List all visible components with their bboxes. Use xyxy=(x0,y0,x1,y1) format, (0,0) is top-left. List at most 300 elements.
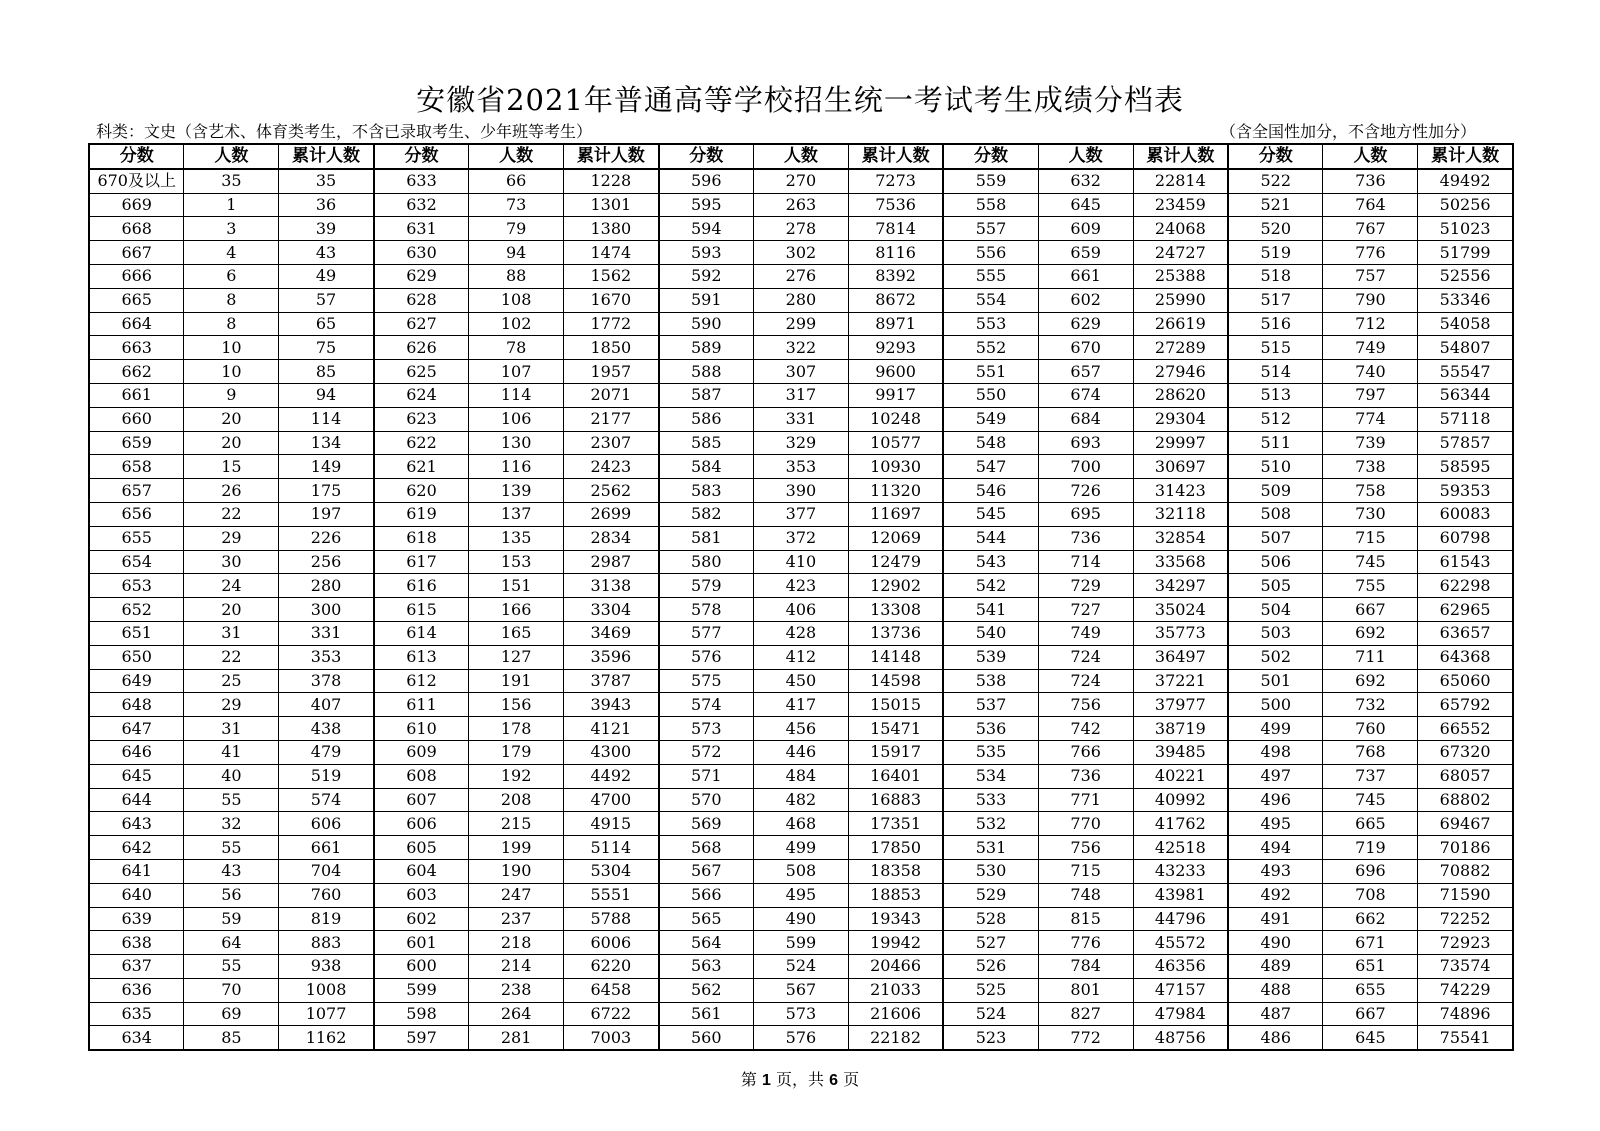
count-cell: 629 xyxy=(1038,312,1133,336)
cumulative-count-cell: 56344 xyxy=(1418,383,1513,407)
cumulative-count-cell: 55547 xyxy=(1418,360,1513,384)
score-cell: 619 xyxy=(374,502,469,526)
cumulative-count-cell: 62965 xyxy=(1418,598,1513,622)
cumulative-count-cell: 175 xyxy=(279,479,374,503)
cumulative-count-cell: 2071 xyxy=(564,383,659,407)
score-cell: 669 xyxy=(89,193,184,217)
cumulative-count-cell: 35024 xyxy=(1133,598,1228,622)
score-cell: 556 xyxy=(943,241,1038,265)
cumulative-count-cell: 43 xyxy=(279,241,374,265)
count-cell: 20 xyxy=(184,598,279,622)
table-row xyxy=(89,717,1513,741)
score-cell: 607 xyxy=(374,788,469,812)
cumulative-count-cell: 14598 xyxy=(848,669,943,693)
cumulative-count-cell: 26619 xyxy=(1133,312,1228,336)
cumulative-count-cell: 30697 xyxy=(1133,455,1228,479)
cumulative-count-cell: 1228 xyxy=(564,169,659,193)
count-cell: 15 xyxy=(184,455,279,479)
score-cell: 512 xyxy=(1228,407,1323,431)
count-cell: 695 xyxy=(1038,502,1133,526)
count-cell: 299 xyxy=(753,312,848,336)
cumulative-count-cell: 61543 xyxy=(1418,550,1513,574)
score-cell: 539 xyxy=(943,645,1038,669)
cumulative-count-cell: 67320 xyxy=(1418,740,1513,764)
score-cell: 575 xyxy=(659,669,754,693)
score-cell: 580 xyxy=(659,550,754,574)
score-cell: 628 xyxy=(374,288,469,312)
cumulative-count-cell: 75 xyxy=(279,336,374,360)
count-cell: 270 xyxy=(753,169,848,193)
count-cell: 661 xyxy=(1038,264,1133,288)
score-cell: 522 xyxy=(1228,169,1323,193)
cumulative-count-cell: 819 xyxy=(279,907,374,931)
count-cell: 329 xyxy=(753,431,848,455)
cumulative-count-cell: 70882 xyxy=(1418,859,1513,883)
header-count-1: 人数 xyxy=(184,144,279,169)
count-cell: 456 xyxy=(753,717,848,741)
count-cell: 191 xyxy=(469,669,564,693)
cumulative-count-cell: 18853 xyxy=(848,883,943,907)
score-cell: 497 xyxy=(1228,764,1323,788)
header-count-5: 人数 xyxy=(1323,144,1418,169)
count-cell: 69 xyxy=(184,1002,279,1026)
score-cell: 498 xyxy=(1228,740,1323,764)
count-cell: 127 xyxy=(469,645,564,669)
table-row xyxy=(89,526,1513,550)
score-cell: 635 xyxy=(89,1002,184,1026)
score-cell: 634 xyxy=(89,1026,184,1050)
cumulative-count-cell: 4121 xyxy=(564,717,659,741)
score-cell: 588 xyxy=(659,360,754,384)
count-cell: 55 xyxy=(184,836,279,860)
score-cell: 602 xyxy=(374,907,469,931)
score-cell: 600 xyxy=(374,955,469,979)
cumulative-count-cell: 46356 xyxy=(1133,955,1228,979)
score-cell: 606 xyxy=(374,812,469,836)
score-cell: 656 xyxy=(89,502,184,526)
cumulative-count-cell: 479 xyxy=(279,740,374,764)
cumulative-count-cell: 661 xyxy=(279,836,374,860)
score-cell: 494 xyxy=(1228,836,1323,860)
count-cell: 20 xyxy=(184,431,279,455)
score-cell: 601 xyxy=(374,931,469,955)
count-cell: 192 xyxy=(469,764,564,788)
score-cell: 520 xyxy=(1228,217,1323,241)
count-cell: 657 xyxy=(1038,360,1133,384)
cumulative-count-cell: 197 xyxy=(279,502,374,526)
score-cell: 525 xyxy=(943,978,1038,1002)
count-cell: 801 xyxy=(1038,978,1133,1002)
score-cell: 670及以上 xyxy=(89,169,184,193)
score-distribution-table xyxy=(88,143,1514,1051)
count-cell: 264 xyxy=(469,1002,564,1026)
header-score-5: 分数 xyxy=(1228,144,1323,169)
table-row xyxy=(89,455,1513,479)
cumulative-count-cell: 40992 xyxy=(1133,788,1228,812)
score-cell: 636 xyxy=(89,978,184,1002)
count-cell: 662 xyxy=(1323,907,1418,931)
cumulative-count-cell: 10930 xyxy=(848,455,943,479)
cumulative-count-cell: 5551 xyxy=(564,883,659,907)
score-cell: 591 xyxy=(659,288,754,312)
score-cell: 499 xyxy=(1228,717,1323,741)
cumulative-count-cell: 17850 xyxy=(848,836,943,860)
score-cell: 647 xyxy=(89,717,184,741)
cumulative-count-cell: 704 xyxy=(279,859,374,883)
table-row xyxy=(89,193,1513,217)
score-cell: 563 xyxy=(659,955,754,979)
table-row xyxy=(89,312,1513,336)
score-cell: 592 xyxy=(659,264,754,288)
header-cumulative-3: 累计人数 xyxy=(848,144,943,169)
score-cell: 502 xyxy=(1228,645,1323,669)
score-cell: 549 xyxy=(943,407,1038,431)
score-cell: 631 xyxy=(374,217,469,241)
score-cell: 590 xyxy=(659,312,754,336)
table-row xyxy=(89,812,1513,836)
cumulative-count-cell: 11697 xyxy=(848,502,943,526)
table-row xyxy=(89,645,1513,669)
count-cell: 757 xyxy=(1323,264,1418,288)
score-cell: 558 xyxy=(943,193,1038,217)
cumulative-count-cell: 2987 xyxy=(564,550,659,574)
count-cell: 740 xyxy=(1323,360,1418,384)
cumulative-count-cell: 47157 xyxy=(1133,978,1228,1002)
cumulative-count-cell: 6458 xyxy=(564,978,659,1002)
score-cell: 517 xyxy=(1228,288,1323,312)
cumulative-count-cell: 75541 xyxy=(1418,1026,1513,1050)
cumulative-count-cell: 21606 xyxy=(848,1002,943,1026)
cumulative-count-cell: 353 xyxy=(279,645,374,669)
cumulative-count-cell: 17351 xyxy=(848,812,943,836)
score-cell: 538 xyxy=(943,669,1038,693)
count-cell: 609 xyxy=(1038,217,1133,241)
score-cell: 511 xyxy=(1228,431,1323,455)
count-cell: 724 xyxy=(1038,645,1133,669)
cumulative-count-cell: 331 xyxy=(279,621,374,645)
score-cell: 486 xyxy=(1228,1026,1323,1050)
cumulative-count-cell: 37221 xyxy=(1133,669,1228,693)
cumulative-count-cell: 74896 xyxy=(1418,1002,1513,1026)
count-cell: 450 xyxy=(753,669,848,693)
table-row xyxy=(89,788,1513,812)
count-cell: 670 xyxy=(1038,336,1133,360)
current-page-number: 1 xyxy=(762,1072,771,1089)
count-cell: 729 xyxy=(1038,574,1133,598)
score-cell: 648 xyxy=(89,693,184,717)
cumulative-count-cell: 3943 xyxy=(564,693,659,717)
score-cell: 491 xyxy=(1228,907,1323,931)
count-cell: 696 xyxy=(1323,859,1418,883)
score-cell: 510 xyxy=(1228,455,1323,479)
count-cell: 88 xyxy=(469,264,564,288)
score-cell: 611 xyxy=(374,693,469,717)
cumulative-count-cell: 13308 xyxy=(848,598,943,622)
score-cell: 516 xyxy=(1228,312,1323,336)
count-cell: 714 xyxy=(1038,550,1133,574)
cumulative-count-cell: 20466 xyxy=(848,955,943,979)
count-cell: 724 xyxy=(1038,669,1133,693)
count-cell: 468 xyxy=(753,812,848,836)
table-row xyxy=(89,407,1513,431)
score-cell: 490 xyxy=(1228,931,1323,955)
cumulative-count-cell: 12902 xyxy=(848,574,943,598)
score-cell: 599 xyxy=(374,978,469,1002)
count-cell: 281 xyxy=(469,1026,564,1050)
count-cell: 137 xyxy=(469,502,564,526)
score-cell: 489 xyxy=(1228,955,1323,979)
count-cell: 772 xyxy=(1038,1026,1133,1050)
cumulative-count-cell: 35773 xyxy=(1133,621,1228,645)
count-cell: 758 xyxy=(1323,479,1418,503)
count-cell: 3 xyxy=(184,217,279,241)
cumulative-count-cell: 8116 xyxy=(848,241,943,265)
score-cell: 660 xyxy=(89,407,184,431)
score-cell: 652 xyxy=(89,598,184,622)
table-row xyxy=(89,336,1513,360)
score-cell: 515 xyxy=(1228,336,1323,360)
count-cell: 276 xyxy=(753,264,848,288)
count-cell: 760 xyxy=(1323,717,1418,741)
score-cell: 664 xyxy=(89,312,184,336)
score-cell: 612 xyxy=(374,669,469,693)
cumulative-count-cell: 73574 xyxy=(1418,955,1513,979)
score-cell: 666 xyxy=(89,264,184,288)
cumulative-count-cell: 38719 xyxy=(1133,717,1228,741)
count-cell: 390 xyxy=(753,479,848,503)
count-cell: 730 xyxy=(1323,502,1418,526)
cumulative-count-cell: 1957 xyxy=(564,360,659,384)
count-cell: 410 xyxy=(753,550,848,574)
cumulative-count-cell: 15471 xyxy=(848,717,943,741)
count-cell: 674 xyxy=(1038,383,1133,407)
count-cell: 322 xyxy=(753,336,848,360)
score-cell: 552 xyxy=(943,336,1038,360)
cumulative-count-cell: 938 xyxy=(279,955,374,979)
count-cell: 178 xyxy=(469,717,564,741)
score-cell: 646 xyxy=(89,740,184,764)
cumulative-count-cell: 43233 xyxy=(1133,859,1228,883)
cumulative-count-cell: 47984 xyxy=(1133,1002,1228,1026)
count-cell: 78 xyxy=(469,336,564,360)
score-cell: 598 xyxy=(374,1002,469,1026)
score-cell: 639 xyxy=(89,907,184,931)
count-cell: 179 xyxy=(469,740,564,764)
cumulative-count-cell: 21033 xyxy=(848,978,943,1002)
cumulative-count-cell: 24727 xyxy=(1133,241,1228,265)
cumulative-count-cell: 4492 xyxy=(564,764,659,788)
cumulative-count-cell: 1162 xyxy=(279,1026,374,1050)
cumulative-count-cell: 606 xyxy=(279,812,374,836)
score-cell: 561 xyxy=(659,1002,754,1026)
cumulative-count-cell: 54058 xyxy=(1418,312,1513,336)
score-cell: 637 xyxy=(89,955,184,979)
count-cell: 280 xyxy=(753,288,848,312)
cumulative-count-cell: 36 xyxy=(279,193,374,217)
count-cell: 22 xyxy=(184,645,279,669)
header-score-2: 分数 xyxy=(374,144,469,169)
count-cell: 490 xyxy=(753,907,848,931)
cumulative-count-cell: 1850 xyxy=(564,336,659,360)
count-cell: 499 xyxy=(753,836,848,860)
cumulative-count-cell: 62298 xyxy=(1418,574,1513,598)
cumulative-count-cell: 2699 xyxy=(564,502,659,526)
cumulative-count-cell: 48756 xyxy=(1133,1026,1228,1050)
cumulative-count-cell: 25388 xyxy=(1133,264,1228,288)
count-cell: 719 xyxy=(1323,836,1418,860)
table-row xyxy=(89,217,1513,241)
score-cell: 548 xyxy=(943,431,1038,455)
cumulative-count-cell: 2562 xyxy=(564,479,659,503)
score-cell: 610 xyxy=(374,717,469,741)
count-cell: 32 xyxy=(184,812,279,836)
count-cell: 135 xyxy=(469,526,564,550)
count-cell: 495 xyxy=(753,883,848,907)
count-cell: 59 xyxy=(184,907,279,931)
count-cell: 85 xyxy=(184,1026,279,1050)
cumulative-count-cell: 760 xyxy=(279,883,374,907)
table-row xyxy=(89,169,1513,193)
cumulative-count-cell: 19343 xyxy=(848,907,943,931)
cumulative-count-cell: 39485 xyxy=(1133,740,1228,764)
count-cell: 31 xyxy=(184,621,279,645)
cumulative-count-cell: 37977 xyxy=(1133,693,1228,717)
cumulative-count-cell: 15917 xyxy=(848,740,943,764)
table-row xyxy=(89,360,1513,384)
score-cell: 626 xyxy=(374,336,469,360)
page-footer xyxy=(0,1070,1600,1091)
count-cell: 651 xyxy=(1323,955,1418,979)
cumulative-count-cell: 4915 xyxy=(564,812,659,836)
count-cell: 412 xyxy=(753,645,848,669)
score-cell: 501 xyxy=(1228,669,1323,693)
cumulative-count-cell: 2177 xyxy=(564,407,659,431)
cumulative-count-cell: 64368 xyxy=(1418,645,1513,669)
header-count-2: 人数 xyxy=(469,144,564,169)
cumulative-count-cell: 9293 xyxy=(848,336,943,360)
score-cell: 531 xyxy=(943,836,1038,860)
count-cell: 756 xyxy=(1038,693,1133,717)
count-cell: 25 xyxy=(184,669,279,693)
score-cell: 651 xyxy=(89,621,184,645)
cumulative-count-cell: 134 xyxy=(279,431,374,455)
count-cell: 24 xyxy=(184,574,279,598)
cumulative-count-cell: 5304 xyxy=(564,859,659,883)
score-cell: 587 xyxy=(659,383,754,407)
score-cell: 528 xyxy=(943,907,1038,931)
cumulative-count-cell: 280 xyxy=(279,574,374,598)
cumulative-count-cell: 32118 xyxy=(1133,502,1228,526)
table-row xyxy=(89,955,1513,979)
score-cell: 578 xyxy=(659,598,754,622)
score-cell: 568 xyxy=(659,836,754,860)
count-cell: 827 xyxy=(1038,1002,1133,1026)
score-cell: 643 xyxy=(89,812,184,836)
cumulative-count-cell: 31423 xyxy=(1133,479,1228,503)
cumulative-count-cell: 1380 xyxy=(564,217,659,241)
count-cell: 711 xyxy=(1323,645,1418,669)
score-cell: 609 xyxy=(374,740,469,764)
count-cell: 107 xyxy=(469,360,564,384)
count-cell: 749 xyxy=(1038,621,1133,645)
table-row xyxy=(89,740,1513,764)
score-cell: 557 xyxy=(943,217,1038,241)
cumulative-count-cell: 74229 xyxy=(1418,978,1513,1002)
count-cell: 199 xyxy=(469,836,564,860)
score-cell: 514 xyxy=(1228,360,1323,384)
score-cell: 594 xyxy=(659,217,754,241)
cumulative-count-cell: 300 xyxy=(279,598,374,622)
score-cell: 620 xyxy=(374,479,469,503)
footer-middle: 页，共 xyxy=(770,1070,830,1089)
count-cell: 715 xyxy=(1323,526,1418,550)
score-cell: 492 xyxy=(1228,883,1323,907)
cumulative-count-cell: 114 xyxy=(279,407,374,431)
cumulative-count-cell: 149 xyxy=(279,455,374,479)
count-cell: 712 xyxy=(1323,312,1418,336)
cumulative-count-cell: 41762 xyxy=(1133,812,1228,836)
cumulative-count-cell: 3138 xyxy=(564,574,659,598)
table-header-row xyxy=(89,144,1513,169)
cumulative-count-cell: 40221 xyxy=(1133,764,1228,788)
score-cell: 521 xyxy=(1228,193,1323,217)
cumulative-count-cell: 57 xyxy=(279,288,374,312)
cumulative-count-cell: 1772 xyxy=(564,312,659,336)
count-cell: 43 xyxy=(184,859,279,883)
cumulative-count-cell: 42518 xyxy=(1133,836,1228,860)
count-cell: 278 xyxy=(753,217,848,241)
score-cell: 544 xyxy=(943,526,1038,550)
score-cell: 614 xyxy=(374,621,469,645)
cumulative-count-cell: 33568 xyxy=(1133,550,1228,574)
count-cell: 667 xyxy=(1323,598,1418,622)
count-cell: 70 xyxy=(184,978,279,1002)
score-cell: 604 xyxy=(374,859,469,883)
count-cell: 130 xyxy=(469,431,564,455)
cumulative-count-cell: 9600 xyxy=(848,360,943,384)
table-row xyxy=(89,550,1513,574)
cumulative-count-cell: 1562 xyxy=(564,264,659,288)
cumulative-count-cell: 10248 xyxy=(848,407,943,431)
cumulative-count-cell: 8672 xyxy=(848,288,943,312)
count-cell: 317 xyxy=(753,383,848,407)
count-cell: 22 xyxy=(184,502,279,526)
table-row xyxy=(89,764,1513,788)
score-cell: 585 xyxy=(659,431,754,455)
cumulative-count-cell: 1301 xyxy=(564,193,659,217)
cumulative-count-cell: 16883 xyxy=(848,788,943,812)
cumulative-count-cell: 7814 xyxy=(848,217,943,241)
table-row xyxy=(89,383,1513,407)
cumulative-count-cell: 34297 xyxy=(1133,574,1228,598)
count-cell: 108 xyxy=(469,288,564,312)
count-cell: 768 xyxy=(1323,740,1418,764)
count-cell: 482 xyxy=(753,788,848,812)
score-cell: 508 xyxy=(1228,502,1323,526)
score-cell: 495 xyxy=(1228,812,1323,836)
score-cell: 496 xyxy=(1228,788,1323,812)
table-row xyxy=(89,502,1513,526)
count-cell: 208 xyxy=(469,788,564,812)
cumulative-count-cell: 29997 xyxy=(1133,431,1228,455)
score-cell: 551 xyxy=(943,360,1038,384)
score-cell: 530 xyxy=(943,859,1038,883)
score-cell: 553 xyxy=(943,312,1038,336)
score-cell: 576 xyxy=(659,645,754,669)
score-cell: 493 xyxy=(1228,859,1323,883)
score-cell: 655 xyxy=(89,526,184,550)
cumulative-count-cell: 6006 xyxy=(564,931,659,955)
